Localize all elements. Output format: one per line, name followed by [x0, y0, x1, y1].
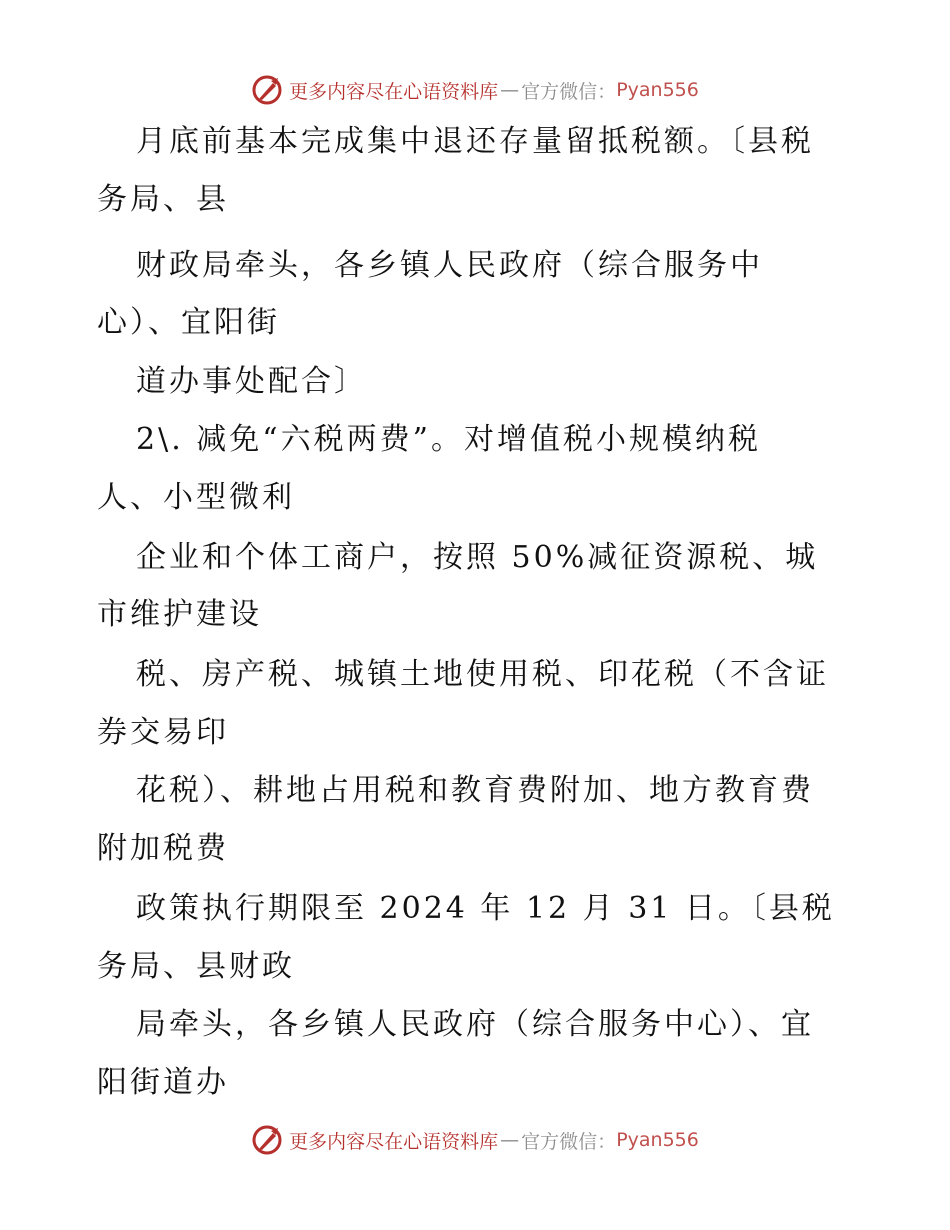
text-line: 财政局牵头，各乡镇人民政府（综合服务中 — [136, 248, 763, 283]
banner-separator: — — [500, 1129, 520, 1151]
text-line: 心）、宜阳街 — [97, 305, 280, 340]
text-line: 道办事处配合〕 — [136, 364, 367, 399]
text-line: 阳街道办 — [97, 1065, 229, 1100]
feather-pen-icon — [251, 1124, 283, 1156]
banner-wechat-id: Pyan556 — [616, 1129, 699, 1151]
feather-pen-icon — [251, 74, 283, 106]
text-line: 务局、县财政 — [97, 949, 295, 984]
text-line: 月底前基本完成集中退还存量留抵税额。〔县税 — [136, 124, 814, 159]
text-line: 附加税费 — [97, 831, 229, 866]
text-line: 花税）、耕地占用税和教育费附加、地方教育费 — [136, 773, 814, 808]
text-line: 政策执行期限至 2024 年 12 月 31 日。〔县税 — [136, 891, 835, 926]
banner-brand-text: 更多内容尽在心语资料库 — [289, 1130, 499, 1153]
text-line: 券交易印 — [97, 715, 229, 750]
banner-separator: — — [500, 79, 520, 101]
text-line: 2\. 减免“六税两费”。对增值税小规模纳税 — [136, 422, 761, 457]
banner-wechat-id: Pyan556 — [616, 79, 699, 101]
text-line: 税、房产税、城镇土地使用税、印花税（不含证 — [136, 657, 829, 692]
text-line: 务局、县 — [97, 182, 229, 217]
banner-wechat-label: 官方微信： — [521, 1130, 617, 1153]
text-line: 企业和个体工商户，按照 50%减征资源税、城 — [136, 540, 819, 575]
banner-brand-text: 更多内容尽在心语资料库 — [289, 80, 499, 103]
text-line: 局牵头，各乡镇人民政府（综合服务中心）、宜 — [136, 1007, 814, 1042]
text-line: 市维护建设 — [97, 597, 262, 632]
header-banner — [0, 70, 950, 110]
footer-banner — [0, 1120, 950, 1160]
text-line: 人、小型微利 — [97, 480, 295, 515]
banner-wechat-label: 官方微信： — [521, 80, 617, 103]
